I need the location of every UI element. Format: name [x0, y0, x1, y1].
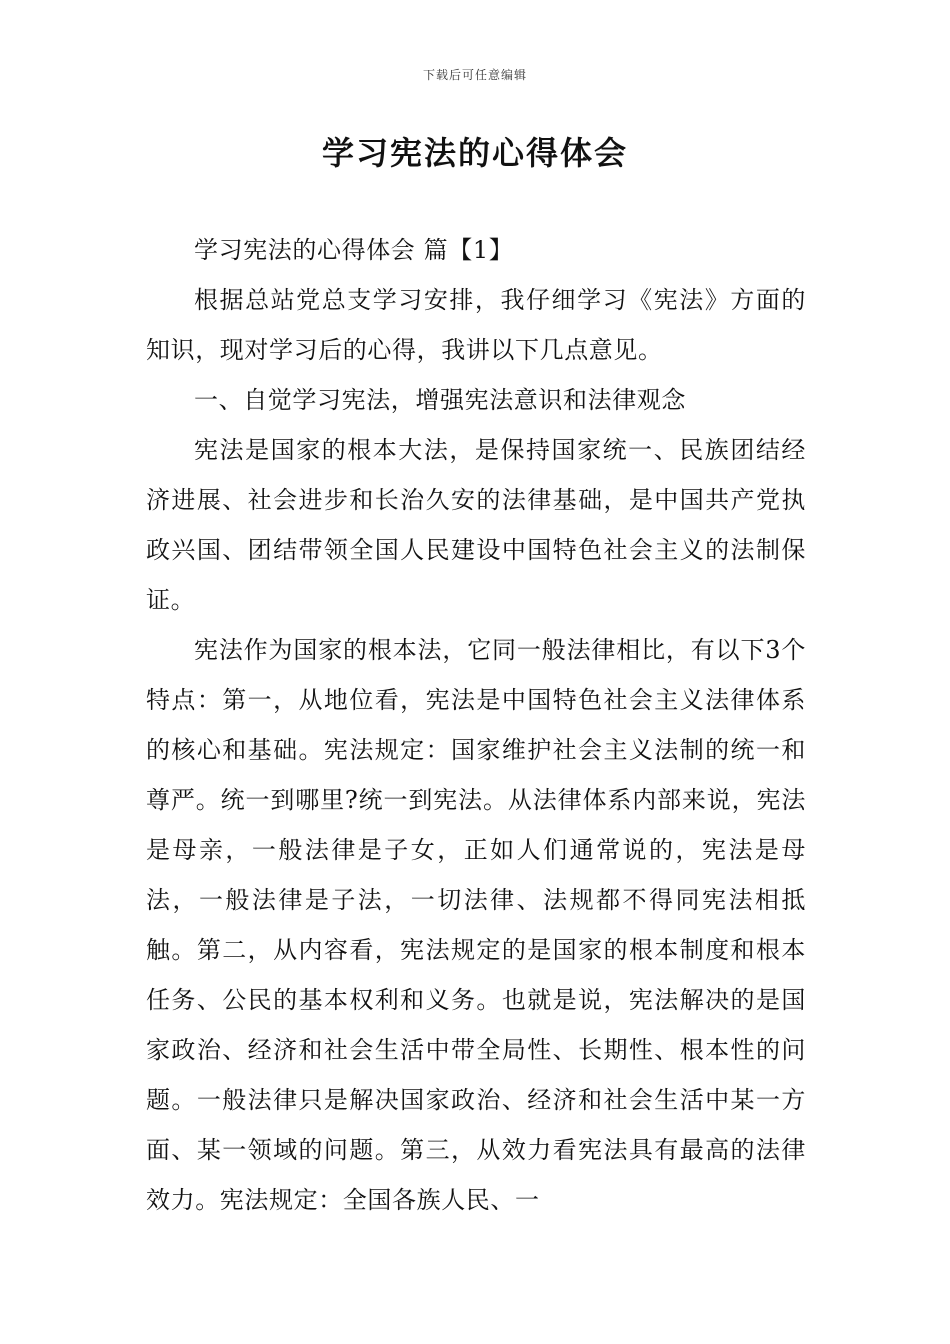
- subsection-heading: 一、自觉学习宪法，增强宪法意识和法律观念: [194, 386, 686, 414]
- paragraph: 宪法作为国家的根本法，它同一般法律相比，有以下3个特点：第一，从地位看，宪法是中国特色社会主义法律体系的核心和基础。宪法规定：国家维护社会主义法制的统一和尊严。统一到哪里?统一到宪法。从法律体系内部来说，宪法是母亲，一般法律是子女，正如人们通常说的，宪法是母法，一般法律是子法，一切法律、法规都不得同宪法相抵触。第二，从内容看，宪法规定的是国家的根本制度和根本任务、公民的基本权利和义务。也就是说，宪法解决的是国家政治、经济和社会生活中带全局性、长期性、根本性的问题。一般法律只是解决国家政治、经济和社会生活中某一方面、某一领域的问题。第三，从效力看宪法具有最高的法律效力。宪法规定：全国各族人民、一: [146, 636, 806, 1214]
- paragraph: 根据总站党总支学习安排，我仔细学习《宪法》方面的知识，现对学习后的心得，我讲以下几点意见。: [146, 286, 806, 364]
- document-body: [146, 225, 806, 1225]
- section-heading: 学习宪法的心得体会 篇【1】: [194, 236, 514, 264]
- header-note: 下载后可任意编辑: [422, 68, 527, 82]
- document-title: 学习宪法的心得体会: [321, 134, 628, 172]
- paragraph: 宪法是国家的根本大法，是保持国家统一、民族团结经济进展、社会进步和长治久安的法律基础，是中国共产党执政兴国、团结带领全国人民建设中国特色社会主义的法制保证。: [146, 436, 806, 614]
